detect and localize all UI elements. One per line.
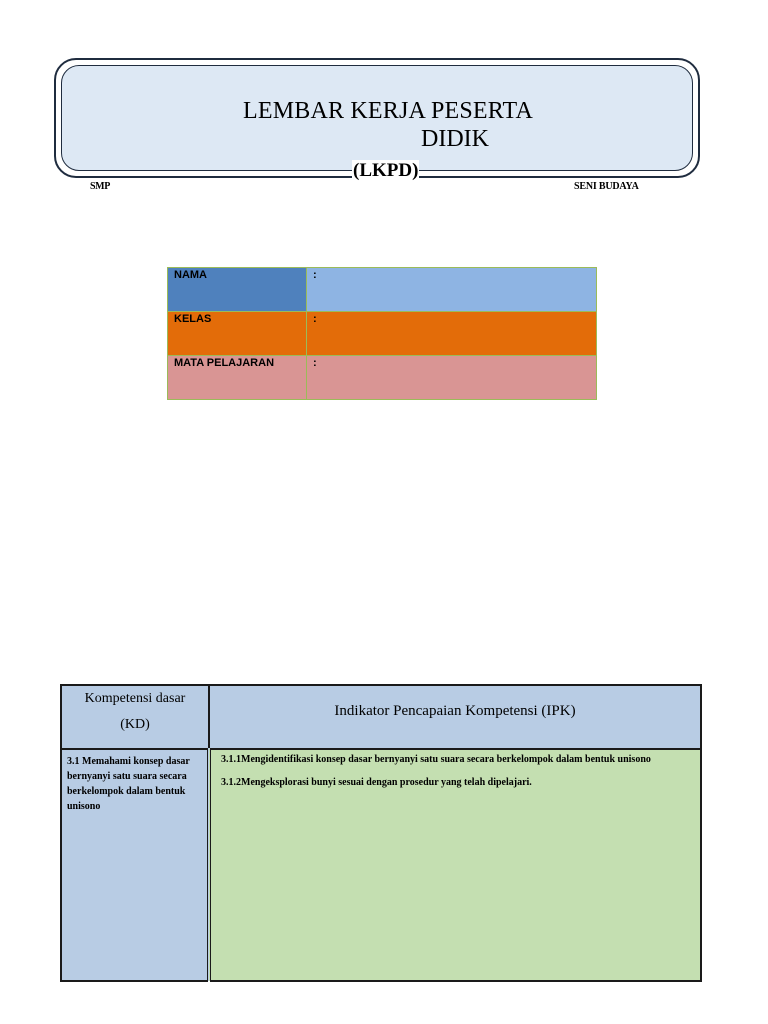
identity-row-mata-pelajaran [168,356,597,400]
identity-label-mata-pelajaran: MATA PELAJARAN [168,356,307,400]
title-line-2: DIDIK [421,126,489,152]
ipk-item-1: 3.1.1Mengidentifikasi konsep dasar bernyanyi satu suara secara berkelompok dalam bentuk unisono [221,754,651,765]
ipk-header: Indikator Pencapaian Kompetensi (IPK) [209,685,701,749]
student-identity-table [167,267,597,400]
identity-field-mata-pelajaran[interactable]: : [307,356,597,400]
title-abbreviation: (LKPD) [353,160,419,181]
kd-header-line-1: Kompetensi dasar [84,691,186,706]
kd-header [61,685,209,749]
title-line-1: LEMBAR KERJA PESERTA [242,98,533,124]
competency-body-row [61,749,701,981]
identity-label-kelas: KELAS [168,312,307,356]
kd-header-line-2: (KD) [120,717,150,732]
ipk-list [209,749,701,981]
identity-row-kelas [168,312,597,356]
title-banner [54,58,700,181]
school-level-label: SMP [90,181,110,192]
kd-text: 3.1 Memahami konsep dasar bernyanyi satu suara secara berkelompok dalam bentuk unisono [61,749,209,981]
identity-label-nama: NAMA [168,268,307,312]
competency-table [60,684,702,982]
competency-header-row [61,685,701,749]
subject-label: SENI BUDAYA [574,181,639,192]
identity-field-kelas[interactable]: : [307,312,597,356]
identity-field-nama[interactable]: : [307,268,597,312]
identity-row-nama [168,268,597,312]
ipk-item-2: 3.1.2Mengeksplorasi bunyi sesuai dengan prosedur yang telah dipelajari. [221,777,532,788]
